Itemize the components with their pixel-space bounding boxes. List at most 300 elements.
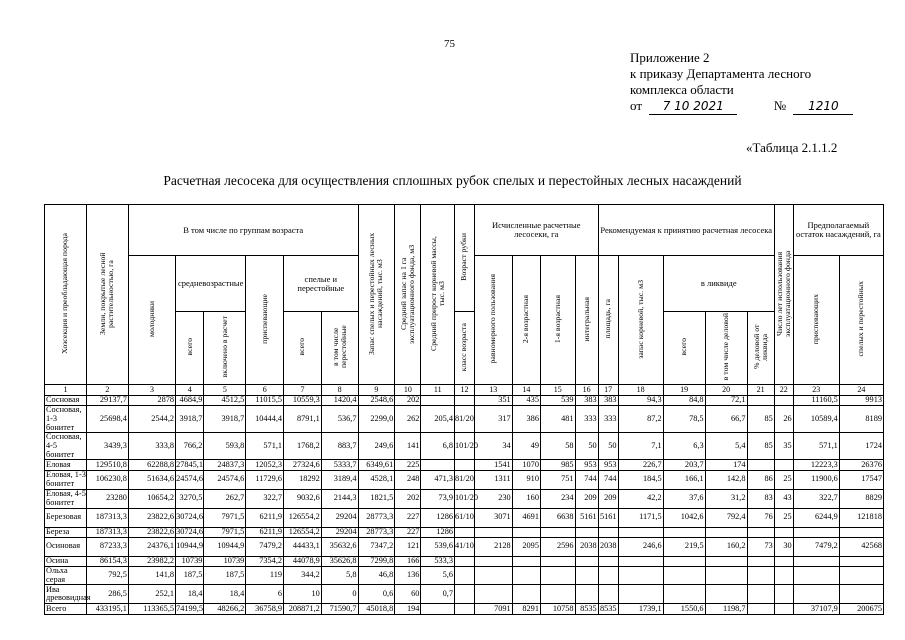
table-row <box>45 508 884 527</box>
table-cell: 571,1 <box>246 433 284 460</box>
table-cell: 322,7 <box>246 489 284 508</box>
table-cell: 18292 <box>284 470 322 489</box>
header-group-mid: средневозрастные <box>176 256 246 312</box>
header-c21: % деловой от ликвида <box>747 312 774 385</box>
table-cell: 8189 <box>839 406 883 433</box>
table-cell: 101/20 <box>454 489 474 508</box>
table-row <box>45 460 884 470</box>
table-cell: 7479,2 <box>793 537 839 556</box>
header-c23: приспевающих <box>793 256 839 385</box>
table-cell: 6,3 <box>663 433 705 460</box>
table-cell: 35 <box>774 433 793 460</box>
table-cell <box>663 556 705 566</box>
header-c14: 2-я возрастная <box>512 256 540 385</box>
table-cell <box>421 460 455 470</box>
table-cell: 246,6 <box>618 537 663 556</box>
table-cell: 42,2 <box>618 489 663 508</box>
header-group-age: В том числе по группам возраста <box>128 205 358 256</box>
row-label-cell: Осина <box>45 556 87 566</box>
table-cell <box>454 460 474 470</box>
forest-table <box>44 204 884 615</box>
table-cell: 953 <box>598 460 618 470</box>
table-cell: 333 <box>598 406 618 433</box>
table-cell: 30724,6 <box>176 526 204 536</box>
table-cell: 209 <box>575 489 598 508</box>
header-c17: площадь, га <box>598 256 618 385</box>
table-cell <box>705 585 747 604</box>
number-value: 1210 <box>793 98 853 115</box>
table-row <box>45 537 884 556</box>
header-c5: включено в расчет <box>204 312 246 385</box>
table-cell: 106230,8 <box>86 470 128 489</box>
table-cell <box>474 585 512 604</box>
table-cell: 435 <box>512 396 540 406</box>
table-cell <box>705 566 747 584</box>
table-cell <box>839 566 883 584</box>
header-c15: 1-я возрастная <box>540 256 575 385</box>
table-cell <box>474 566 512 584</box>
table-cell: 6244,9 <box>793 508 839 527</box>
table-cell: 26 <box>774 406 793 433</box>
row-label-cell: Осиновая <box>45 537 87 556</box>
table-cell: 66,7 <box>705 406 747 433</box>
table-cell: 187313,3 <box>86 527 128 537</box>
table-cell: 26376 <box>839 460 883 470</box>
table-cell: 205,4 <box>421 406 455 433</box>
table-cell: 85 <box>747 433 774 460</box>
table-cell <box>747 556 774 566</box>
row-label-cell: Еловая <box>45 460 87 470</box>
table-cell <box>454 585 474 604</box>
table-cell <box>774 396 793 406</box>
table-cell: 5,8 <box>321 566 358 584</box>
table-cell: 3918,7 <box>176 406 204 433</box>
table-cell: 2878 <box>128 396 175 406</box>
table-cell: 76 <box>747 508 774 527</box>
table-cell: 29204 <box>321 508 358 527</box>
table-row <box>45 604 884 614</box>
table-cell: 71590,7 <box>321 604 358 614</box>
table-cell: 9032,6 <box>284 489 322 508</box>
table-cell <box>421 396 455 406</box>
table-cell: 766,2 <box>176 433 204 460</box>
table-cell: 317 <box>474 406 512 433</box>
table-cell <box>454 527 474 537</box>
table-cell: 160,2 <box>705 537 747 556</box>
header-c19: всего <box>663 312 705 385</box>
table-cell: 23280 <box>86 489 128 508</box>
table-cell: 1070 <box>512 460 540 470</box>
table-cell: 23822,6 <box>128 527 175 537</box>
page-number: 75 <box>444 38 455 50</box>
table-cell: 12223,3 <box>793 460 839 470</box>
table-cell: 1550,6 <box>663 604 705 614</box>
table-cell: 7971,5 <box>204 527 246 537</box>
table-cell: 74199,5 <box>176 603 204 613</box>
col-number: 2 <box>86 385 128 396</box>
row-label-cell: Сосновая <box>45 396 87 406</box>
table-cell: 10739 <box>204 556 246 566</box>
table-cell: 252,1 <box>128 585 175 604</box>
table-cell: 471,3 <box>421 470 455 489</box>
table-cell: 539 <box>540 396 575 406</box>
date-value: 7 10 2021 <box>649 98 737 115</box>
table-cell: 60 <box>395 585 421 604</box>
table-cell <box>474 527 512 537</box>
row-label-cell: Береза <box>45 527 87 537</box>
header-group-rec: Рекомендуемая к принятию расчетная лесосека <box>598 205 774 256</box>
col-number: 23 <box>793 385 839 396</box>
table-cell: 24574,6 <box>204 470 246 489</box>
table-cell <box>793 566 839 584</box>
table-cell <box>774 527 793 537</box>
col-number: 16 <box>575 385 598 396</box>
table-cell <box>575 556 598 566</box>
table-cell: 533,3 <box>421 556 455 566</box>
table-cell <box>747 527 774 537</box>
table-cell <box>575 527 598 537</box>
table-cell <box>663 566 705 584</box>
table-cell <box>747 566 774 584</box>
table-cell <box>540 527 575 537</box>
table-cell: 18,4 <box>176 585 204 604</box>
table-cell: 49 <box>512 433 540 460</box>
table-cell: 209 <box>598 489 618 508</box>
table-cell: 0,6 <box>358 585 395 604</box>
table-cell: 27845,1 <box>176 459 204 469</box>
table-cell: 1311 <box>474 470 512 489</box>
date-prefix: от <box>630 98 643 113</box>
table-cell: 6211,9 <box>246 527 284 537</box>
table-cell: 9913 <box>839 396 883 406</box>
table-cell: 286,5 <box>86 585 128 604</box>
table-cell: 31,2 <box>705 489 747 508</box>
table-cell <box>774 585 793 604</box>
table-cell: 1420,4 <box>321 396 358 406</box>
table-cell: 7091 <box>474 604 512 614</box>
table-cell: 593,8 <box>204 433 246 460</box>
table-cell: 433195,1 <box>86 604 128 614</box>
table-cell: 29204 <box>321 527 358 537</box>
table-cell: 3270,5 <box>176 489 204 508</box>
table-label: «Таблица 2.1.1.2 <box>746 140 838 155</box>
table-cell: 744 <box>575 470 598 489</box>
header-c12b: класс возраста <box>454 312 474 385</box>
table-cell <box>540 556 575 566</box>
col-number: 6 <box>246 385 284 396</box>
header-group-rem: Предполагаемый остаток насаждений, га <box>793 205 883 256</box>
table-cell <box>474 556 512 566</box>
table-cell: 81/20 <box>454 406 474 433</box>
table-cell: 30724,6 <box>176 508 204 527</box>
table-cell: 5161 <box>575 508 598 527</box>
col-number: 15 <box>540 385 575 396</box>
table-cell: 43 <box>774 489 793 508</box>
table-cell: 383 <box>598 396 618 406</box>
table-row <box>45 470 884 489</box>
table-cell: 25698,4 <box>86 406 128 433</box>
table-cell: 83 <box>747 489 774 508</box>
table-cell: 129510,8 <box>86 460 128 470</box>
row-label-cell: Всего <box>45 604 87 614</box>
table-cell: 0,7 <box>421 585 455 604</box>
table-cell: 7347,2 <box>358 537 395 556</box>
table-cell <box>618 585 663 604</box>
table-cell: 351 <box>474 396 512 406</box>
header-c12: Возраст рубки <box>454 205 474 312</box>
col-number: 9 <box>358 385 395 396</box>
header-c24: спелых и перестойных <box>839 256 883 385</box>
table-cell <box>575 566 598 584</box>
table-cell: 126554,2 <box>284 527 322 537</box>
table-cell <box>774 604 793 614</box>
table-cell: 5,4 <box>705 433 747 460</box>
col-number: 3 <box>128 385 175 396</box>
header-c20: в том числе деловой <box>705 312 747 385</box>
appendix-line-1: Приложение 2 <box>630 50 710 65</box>
table-cell: 166,1 <box>663 470 705 489</box>
table-cell <box>747 604 774 614</box>
table-cell: 62288,8 <box>128 460 175 470</box>
col-number: 12 <box>454 385 474 396</box>
table-cell: 1286 <box>421 508 455 527</box>
table-cell <box>512 566 540 584</box>
header-group-calc: Исчисленные расчетные лесосеки, га <box>474 205 598 256</box>
table-cell: 25 <box>774 508 793 527</box>
table-cell: 17547 <box>839 470 883 489</box>
header-group-liq: в ликвиде <box>663 256 774 312</box>
table-cell: 571,1 <box>793 433 839 460</box>
table-cell: 985 <box>540 460 575 470</box>
table-cell <box>540 585 575 604</box>
table-row <box>45 433 884 460</box>
table-cell: 101/20 <box>454 433 474 460</box>
table-cell <box>839 556 883 566</box>
table-cell: 35632,6 <box>321 537 358 556</box>
table-cell: 5333,7 <box>321 460 358 470</box>
table-cell: 160 <box>512 489 540 508</box>
row-label-cell: Сосновая, 1-3 бонитет <box>45 406 87 433</box>
table-cell <box>618 556 663 566</box>
table-cell <box>774 556 793 566</box>
table-cell: 194 <box>395 604 421 614</box>
header-c7: всего <box>284 312 322 385</box>
table-cell: 1724 <box>839 433 883 460</box>
table-cell: 10559,3 <box>284 396 322 406</box>
table-cell <box>421 604 455 614</box>
table-cell: 24837,3 <box>204 460 246 470</box>
table-cell: 50 <box>575 433 598 460</box>
page-title: Расчетная лесосека для осуществления сплошных рубок спелых и перестойных лесных насаждений <box>163 173 742 188</box>
table-cell: 73 <box>747 537 774 556</box>
table-cell: 10444,4 <box>246 406 284 433</box>
table-row <box>45 489 884 508</box>
col-number: 14 <box>512 385 540 396</box>
table-cell: 2596 <box>540 537 575 556</box>
table-cell: 248 <box>395 470 421 489</box>
table-cell: 4691 <box>512 508 540 527</box>
table-cell: 141,8 <box>128 566 175 584</box>
table-cell: 0 <box>321 585 358 604</box>
table-cell: 51634,6 <box>128 470 175 489</box>
table-cell: 87233,3 <box>86 537 128 556</box>
table-cell: 23982,2 <box>128 556 175 566</box>
table-cell: 187,5 <box>176 566 204 584</box>
table-cell: 7479,2 <box>246 537 284 556</box>
table-cell: 202 <box>395 489 421 508</box>
table-cell <box>512 527 540 537</box>
table-cell: 883,7 <box>321 433 358 460</box>
table-cell: 42568 <box>839 537 883 556</box>
header-c8: в том числе перестойные <box>321 312 358 385</box>
table-cell: 8535 <box>599 603 617 613</box>
header-c18: запас корневой, тыс. м3 <box>618 256 663 385</box>
table-cell: 2038 <box>598 537 618 556</box>
table-cell: 1198,7 <box>705 604 747 614</box>
table-cell: 539,6 <box>421 537 455 556</box>
table-cell: 35626,8 <box>321 556 358 566</box>
table-cell: 4684,9 <box>176 396 204 406</box>
table-row <box>45 527 884 537</box>
table-cell: 10758 <box>540 604 575 614</box>
row-label-cell: Еловая, 1-3 бонитет <box>46 469 86 488</box>
table-cell: 3071 <box>474 508 512 527</box>
table-cell <box>663 527 705 537</box>
header-group-ripe: спелые и перестойные <box>284 256 358 312</box>
table-cell: 262 <box>395 406 421 433</box>
table-cell: 46,8 <box>358 566 395 584</box>
table-cell: 1042,6 <box>663 508 705 527</box>
col-number: 24 <box>839 385 883 396</box>
table-cell <box>598 556 618 566</box>
row-label-cell: Еловая, 4-5 бонитет <box>46 488 86 507</box>
table-cell: 61/10 <box>454 508 474 527</box>
table-cell: 11160,5 <box>793 396 839 406</box>
header-c13: равномерного пользования <box>474 256 512 385</box>
table-cell: 2544,2 <box>128 406 175 433</box>
table-cell: 5161 <box>598 508 618 527</box>
table-cell: 2038 <box>575 537 598 556</box>
col-number: 17 <box>598 385 618 396</box>
col-number: 7 <box>284 385 322 396</box>
table-cell: 7299,8 <box>358 556 395 566</box>
header-c4: всего <box>176 312 204 385</box>
table-cell: 8535 <box>575 604 598 614</box>
table-cell <box>618 527 663 537</box>
table-cell: 200675 <box>839 604 883 614</box>
table-cell <box>793 556 839 566</box>
table-cell: 187,5 <box>204 566 246 584</box>
table-cell: 8829 <box>839 489 883 508</box>
table-cell <box>598 585 618 604</box>
table-cell: 37,6 <box>663 489 705 508</box>
table-cell: 12052,3 <box>246 460 284 470</box>
table-cell: 44078,9 <box>284 556 322 566</box>
table-cell: 10739 <box>176 556 204 566</box>
table-cell: 141 <box>395 433 421 460</box>
table-cell <box>575 585 598 604</box>
col-number: 20 <box>705 385 747 396</box>
table-cell: 87,2 <box>618 406 663 433</box>
table-cell: 910 <box>512 470 540 489</box>
table-cell <box>454 566 474 584</box>
col-number: 4 <box>176 385 204 396</box>
table-cell: 28773,3 <box>358 508 395 527</box>
table-cell: 11015,5 <box>246 396 284 406</box>
table-cell: 187313,3 <box>86 508 128 527</box>
header-c3: молодняки <box>128 256 175 385</box>
table-cell: 333 <box>575 406 598 433</box>
table-row <box>45 406 884 433</box>
table-cell: 2144,3 <box>321 489 358 508</box>
table-cell <box>793 585 839 604</box>
table-row <box>45 566 884 584</box>
col-number: 22 <box>774 385 793 396</box>
table-cell: 84,8 <box>663 396 705 406</box>
table-cell: 45018,8 <box>358 604 395 614</box>
table-cell <box>774 566 793 584</box>
table-cell <box>705 527 747 537</box>
table-cell: 113365,5 <box>128 604 175 614</box>
table-cell <box>774 460 793 470</box>
table-cell: 202 <box>395 396 421 406</box>
table-cell: 7,1 <box>618 433 663 460</box>
table-cell: 2548,6 <box>358 396 395 406</box>
appendix-date-line <box>630 98 853 115</box>
table-cell: 6638 <box>540 508 575 527</box>
table-cell: 24574,6 <box>176 470 204 489</box>
header-c22: Число лет использования эксплуатационного фонда <box>774 205 793 385</box>
table-cell: 174 <box>705 460 747 470</box>
table-cell: 72,1 <box>705 396 747 406</box>
appendix-block <box>630 50 853 115</box>
table-cell: 1286 <box>421 527 455 537</box>
table-cell: 1821,5 <box>358 489 395 508</box>
table-cell: 4528,1 <box>358 470 395 489</box>
table-cell <box>618 566 663 584</box>
table-cell: 203,7 <box>663 460 705 470</box>
table-cell <box>598 527 618 537</box>
col-number: 8 <box>321 385 358 396</box>
table-cell <box>839 527 883 537</box>
table-cell: 2128 <box>474 537 512 556</box>
table-cell: 86154,3 <box>86 556 128 566</box>
header-c9: Запас спелых и перестойных лесных насаждений, тыс. м3 <box>358 205 395 385</box>
table-cell: 11729,6 <box>246 470 284 489</box>
table-cell: 10654,2 <box>128 489 175 508</box>
table-cell: 58 <box>540 433 575 460</box>
table-cell: 6,8 <box>421 433 455 460</box>
table-cell: 481 <box>540 406 575 433</box>
table-cell <box>454 396 474 406</box>
row-label-cell: Сосновая, 4-5 бонитет <box>45 433 87 460</box>
table-cell <box>512 585 540 604</box>
table-cell: 344,2 <box>284 566 322 584</box>
table-cell: 8791,1 <box>284 406 322 433</box>
table-cell: 6211,9 <box>246 508 284 527</box>
table-cell <box>454 604 474 614</box>
table-cell <box>454 556 474 566</box>
table-cell: 3918,7 <box>204 406 246 433</box>
table-cell: 166 <box>395 556 421 566</box>
table-cell: 1768,2 <box>284 433 322 460</box>
col-number: 18 <box>618 385 663 396</box>
table-cell: 751 <box>540 470 575 489</box>
table-cell: 333,8 <box>128 433 175 460</box>
table-cell: 81/20 <box>454 470 474 489</box>
table-cell <box>747 585 774 604</box>
table-cell: 121818 <box>839 508 883 527</box>
